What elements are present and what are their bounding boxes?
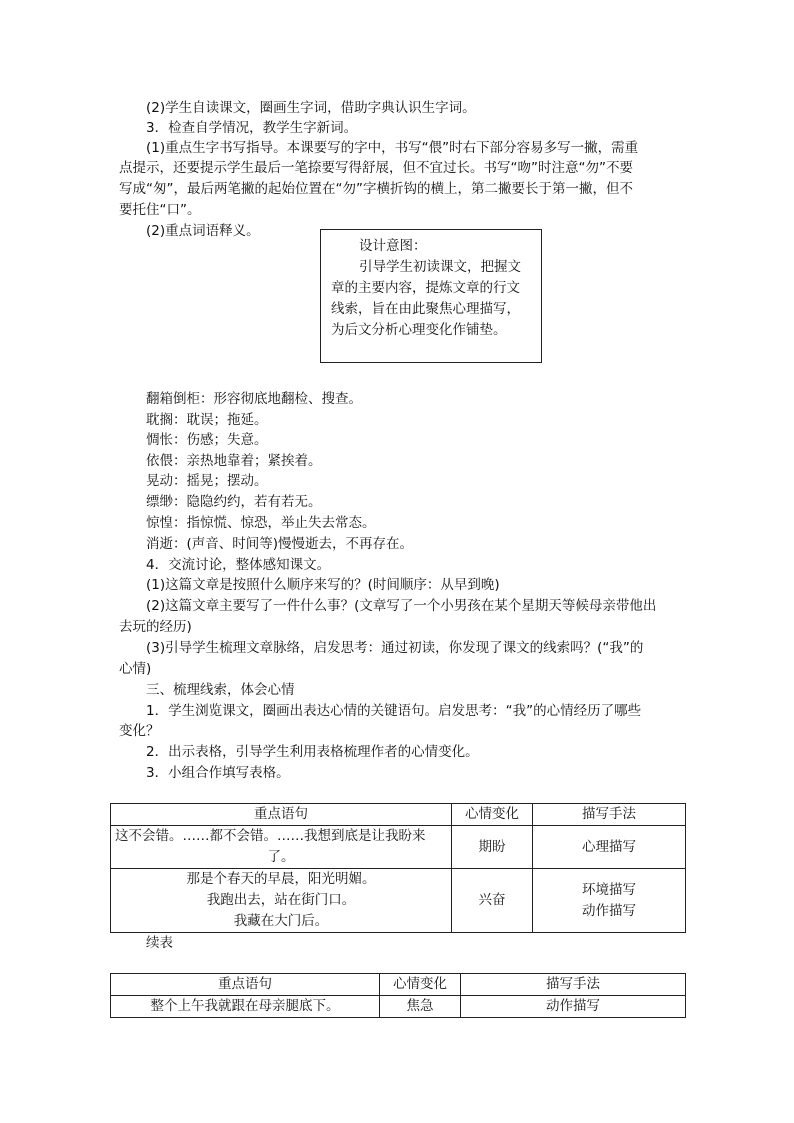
method-text: 环境描写: [582, 881, 636, 898]
section-heading: 三、梳理线索，体会心情: [146, 682, 295, 698]
step-item: 2．出示表格，引导学生利用表格梳理作者的心情变化。: [146, 744, 479, 760]
table-header-row: [111, 804, 686, 826]
design-intent-box: [320, 229, 542, 363]
table-header: 心情变化: [380, 974, 461, 996]
sentence-text: 我跑出去，站在街门口。: [206, 892, 356, 908]
question: 心情): [119, 661, 152, 677]
table-cell: 期盼: [452, 826, 533, 869]
design-intent-text: 线索，旨在由此聚焦心理描写，: [331, 301, 520, 317]
table-row: [111, 826, 686, 869]
table-cell: [111, 826, 452, 869]
design-intent-text: 章的主要内容，提炼文章的行文: [331, 280, 520, 296]
glossary-item: 耽搁：耽误；拖延。: [146, 412, 268, 428]
paragraph: (1)重点生字书写指导。本课要写的字中，书写“偎”时右下部分容易多写一撇，需重: [146, 140, 639, 156]
continued-label: 续表: [146, 935, 173, 951]
table-header: 描写手法: [461, 974, 686, 996]
sentence-text: 这不会错。……都不会错。……我想到底是让我盼来: [115, 828, 426, 844]
table-cell: 整个上午我就跟在母亲腿底下。: [111, 996, 380, 1018]
table-cell: 心理描写: [533, 826, 686, 869]
question: (1)这篇文章是按照什么顺序来写的？(时间顺序：从早到晚): [146, 577, 500, 593]
step-item: 1．学生浏览课文，圈画出表达心情的关键语句。启发思考：“我”的心情经历了哪些: [146, 703, 642, 719]
paragraph: 写成“匆”，最后两笔撇的起始位置在“勿”字横折钩的横上，第二撇要长于第一撇，但不: [119, 181, 633, 197]
paragraph: (2)重点词语释义。: [146, 223, 260, 239]
question: (2)这篇文章主要写了一件什么事？(文章写了一个小男孩在某个星期天等候母亲带他出: [146, 598, 657, 614]
glossary-item: 惊惶：指惊慌、惊恐，举止失去常态。: [146, 515, 376, 531]
sentence-text: 那是个春天的早晨，阳光明媚。: [186, 871, 376, 887]
table-cell: [533, 869, 686, 933]
table-header: 描写手法: [533, 804, 686, 826]
glossary-item: 依偎：亲热地靠着；紧挨着。: [146, 453, 322, 469]
glossary-item: 惆怅：伤感；失意。: [146, 432, 268, 448]
section-heading: 4．交流讨论，整体感知课文。: [146, 557, 331, 573]
paragraph: 点提示，还要提示学生最后一笔捺要写得舒展，但不宜过长。书写“吻”时注意“勿”不要: [119, 160, 633, 176]
table-header: 心情变化: [452, 804, 533, 826]
glossary-item: 消逝：(声音、时间等)慢慢逝去，不再存在。: [146, 536, 414, 552]
glossary-item: 翻箱倒柜：形容彻底地翻检、搜查。: [146, 391, 362, 407]
table-cell: [111, 869, 452, 933]
design-intent-title: 设计意图：: [359, 238, 427, 254]
sentence-text: 了。: [267, 849, 295, 865]
step-item: 变化？: [119, 723, 160, 739]
table-cell: 焦急: [380, 996, 461, 1018]
mood-table: [110, 803, 686, 933]
table-cell: 动作描写: [461, 996, 686, 1018]
table-row: [111, 996, 686, 1018]
table-header: 重点语句: [111, 974, 380, 996]
table-cell: 兴奋: [452, 869, 533, 933]
mood-table-continued: [110, 973, 686, 1018]
paragraph: 要托住“口”。: [119, 202, 201, 218]
table-row: [111, 869, 686, 933]
design-intent-text: 引导学生初读课文，把握文: [359, 259, 521, 275]
glossary-item: 晃动：摇晃；摆动。: [146, 473, 268, 489]
paragraph: 3．检查自学情况，教学生字新词。: [146, 120, 358, 136]
table-header: 重点语句: [111, 804, 452, 826]
design-intent-text: 为后文分析心理变化作铺垫。: [331, 322, 507, 338]
paragraph: (2)学生自读课文，圈画生字词，借助字典认识生字词。: [146, 100, 476, 116]
sentence-text: 我藏在大门后。: [233, 913, 329, 929]
question: 去玩的经历): [119, 619, 192, 635]
table-header-row: [111, 974, 686, 996]
glossary-item: 缥缈：隐隐约约，若有若无。: [146, 494, 322, 510]
step-item: 3．小组合作填写表格。: [146, 765, 290, 781]
method-text: 动作描写: [582, 902, 636, 919]
question: (3)引导学生梳理文章脉络，启发思考：通过初读，你发现了课文的线索吗？(“我”的: [146, 640, 644, 656]
